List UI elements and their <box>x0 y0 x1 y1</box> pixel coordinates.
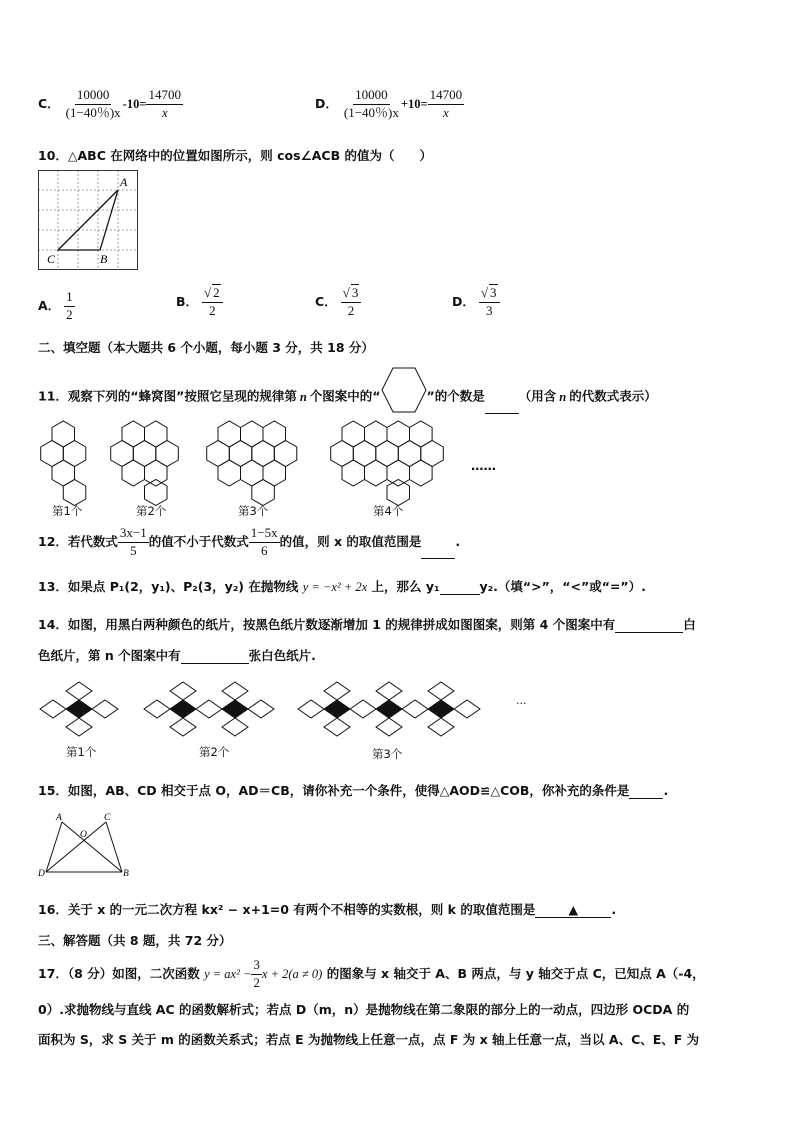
white-tile <box>248 700 274 718</box>
honeycomb-cell <box>133 441 156 467</box>
white-tile <box>350 700 376 718</box>
q9-d-rhs: $\frac{14700}{x}$ <box>429 87 463 120</box>
q12-stem: 12．若代数式 $\frac{3x-1}{5}$ 的值不小于代数式 $\frac{1-5x}{6}$ 的值，则 x 的取值范围是 . <box>38 525 461 558</box>
white-tile <box>222 682 248 700</box>
black-tile <box>376 700 402 718</box>
segment-cb <box>106 822 122 872</box>
honeycomb-cell <box>156 441 179 467</box>
q13-stem: 13．如果点 P₁(2，y₁)、P₂(3，y₂) 在抛物线 y = −x² + 2x 上，那么 y₁ y₂.（填“>”，“<”或“=”）. <box>38 579 646 594</box>
q14-line-2: 色纸片，第 n 个图案中有 张白色纸片. <box>38 648 316 663</box>
honeycomb-cell <box>229 441 252 467</box>
white-tile <box>40 700 66 718</box>
q11-honeycomb-figures <box>30 420 510 520</box>
honeycomb-cell <box>241 421 264 447</box>
q14-caption-3: 第3个 <box>372 747 403 761</box>
segment-cd <box>46 822 106 872</box>
q14-answer-blank-1[interactable] <box>615 632 683 633</box>
white-tile <box>324 682 350 700</box>
white-tile <box>402 700 428 718</box>
point-a-label: A <box>56 813 62 823</box>
q9-option-c: C． $\frac{10000}{(1-40\%)x}$ -10= $\frac{14700}{x}$ <box>38 87 181 120</box>
honeycomb-cell <box>263 421 286 447</box>
segment-ad <box>46 822 62 872</box>
honeycomb-cell <box>398 441 421 467</box>
q11-caption-3: 第3个 <box>238 504 269 518</box>
q13-answer-blank[interactable] <box>440 594 480 595</box>
honeycomb-cell <box>274 441 297 467</box>
honeycomb-cell <box>218 460 241 486</box>
q16-stem: 16．关于 x 的一元二次方程 kx² − x+1=0 有两个不相等的实数根，则 k 的取值范围是 ▲ . <box>38 902 617 917</box>
white-tile <box>170 682 196 700</box>
section-3-heading: 三、解答题（共 8 题，共 72 分） <box>38 933 232 948</box>
q15-stem: 15．如图，AB、CD 相交于点 O，AD＝CB，请你补充一个条件，使得△AOD≌△COB，你补充的条件是 . <box>38 783 669 798</box>
q11-answer-blank[interactable] <box>485 413 519 414</box>
q9-d-label: D． <box>315 95 338 111</box>
white-tile <box>376 718 402 736</box>
q9-c-fraction: $\frac{10000}{(1-40\%)x}$ <box>65 87 121 120</box>
white-tile <box>170 718 196 736</box>
triangle-abc <box>58 190 118 250</box>
honeycomb-cell <box>145 480 168 506</box>
honeycomb-cell <box>387 480 410 506</box>
point-d-label: D <box>38 869 45 879</box>
segment-ab <box>62 822 122 872</box>
q11-ellipsis: …… <box>471 458 496 473</box>
q9-c-label: C． <box>38 95 60 111</box>
honeycomb-cell <box>145 421 168 447</box>
honeycomb-cell <box>252 480 274 506</box>
q14-ellipsis: ··· <box>516 697 527 710</box>
honeycomb-cell <box>387 421 410 447</box>
section-2-heading: 二、填空题（本大题共 6 个小题，每小题 3 分，共 18 分） <box>38 340 374 355</box>
q14-tile-figures <box>38 676 518 742</box>
q15-figure <box>36 808 132 880</box>
q17-line-3: 面积为 S，求 S 关于 m 的函数关系式；若点 E 为抛物线上任意一点，点 F 为 x 轴上任意一点，当以 A、C、E、F 为 <box>38 1032 700 1047</box>
hexagon-icon <box>381 366 427 414</box>
white-tile <box>298 700 324 718</box>
q10-option-a: A． $\frac{1}{2}$ <box>38 289 73 322</box>
q10-option-d: D． $\frac{√ 3}{3}$ <box>452 286 500 319</box>
white-tile <box>66 718 92 736</box>
white-tile <box>324 718 350 736</box>
honeycomb-cell <box>376 441 399 467</box>
white-tile <box>196 700 222 718</box>
q10-stem: 10．△ABC 在网络中的位置如图所示，则 cos∠ACB 的值为（ ） <box>38 148 432 163</box>
q14-caption-1: 第1个 <box>66 745 97 759</box>
q9-option-d: D． $\frac{10000}{(1-40\%)x}$ +10= $\frac{14700}{x}$ <box>315 87 463 120</box>
white-tile <box>376 682 402 700</box>
black-tile <box>66 700 92 718</box>
q11-caption-4: 第4个 <box>373 504 404 518</box>
honeycomb-cell <box>365 460 388 486</box>
point-c-label: C <box>104 813 111 823</box>
q11-caption-1: 第1个 <box>52 504 83 518</box>
white-tile <box>92 700 118 718</box>
q11-stem: 11．观察下列的“蜂窝图”按照它呈现的规律第 n 个图案中的“ ”的个数是 （用含 n 的代数式表示） <box>38 380 657 414</box>
white-tile <box>428 718 454 736</box>
black-tile <box>170 700 196 718</box>
q12-answer-blank[interactable] <box>421 558 455 559</box>
q17-line-2: 0）.求抛物线与直线 AC 的函数解析式；若点 D（m，n）是抛物线在第二象限的部分上的一动点，四边形 OCDA 的 <box>38 1002 690 1017</box>
q14-line-1: 14．如图，用黑白两种颜色的纸片，按黑色纸片数逐渐增加 1 的规律拼成如图图案，则第 4 个图案中有 白 <box>38 617 696 632</box>
honeycomb-cell <box>387 460 410 486</box>
honeycomb-cell <box>63 441 86 467</box>
honeycomb-cell <box>263 460 286 486</box>
white-tile <box>428 682 454 700</box>
honeycomb-cell <box>342 460 365 486</box>
q10-option-c: C． $\frac{√ 3}{2}$ <box>315 286 361 319</box>
q14-answer-blank-2[interactable] <box>181 663 249 664</box>
honeycomb-cell <box>145 460 168 486</box>
honeycomb-cell <box>218 421 241 447</box>
honeycomb-cell <box>252 441 274 467</box>
q16-answer-blank[interactable]: ▲ <box>535 902 611 918</box>
honeycomb-cell <box>421 441 444 467</box>
honeycomb-cell <box>410 460 433 486</box>
honeycomb-cell <box>241 460 264 486</box>
black-tile <box>222 700 248 718</box>
q17-line-1: 17．（8 分）如图，二次函数 y = ax² − $\frac{3}{2}$ x + 2(a ≠ 0) 的图象与 x 轴交于 A、B 两点，与 y 轴交于点 C，已知点 A（-4， <box>38 957 705 990</box>
q10-grid-figure <box>38 170 138 270</box>
honeycomb-cell <box>122 421 145 447</box>
label-b: B <box>100 252 108 266</box>
point-o-label: O <box>80 830 87 840</box>
point-b-label: B <box>123 869 129 879</box>
white-tile <box>222 718 248 736</box>
honeycomb-cell <box>122 460 145 486</box>
honeycomb-cell <box>207 441 230 467</box>
white-tile <box>454 700 480 718</box>
q9-d-fraction: $\frac{10000}{(1-40\%)x}$ <box>343 87 399 120</box>
label-a: A <box>120 175 128 189</box>
black-tile <box>324 700 350 718</box>
honeycomb-cell <box>41 441 64 467</box>
white-tile <box>144 700 170 718</box>
q10-option-b: B． $\frac{√ 2}{2}$ <box>176 286 223 319</box>
q9-c-rhs: $\frac{14700}{x}$ <box>148 87 181 120</box>
label-c: C <box>47 252 56 266</box>
honeycomb-cell <box>63 480 86 506</box>
honeycomb-cell <box>331 441 354 467</box>
black-tile <box>428 700 454 718</box>
honeycomb-cell <box>52 421 75 447</box>
honeycomb-cell <box>342 421 365 447</box>
honeycomb-cell <box>365 421 388 447</box>
honeycomb-cell <box>353 441 376 467</box>
honeycomb-cell <box>52 460 75 486</box>
q11-caption-2: 第2个 <box>136 504 167 518</box>
q15-answer-blank[interactable] <box>629 798 663 799</box>
honeycomb-cell <box>410 421 433 447</box>
honeycomb-cell <box>111 441 134 467</box>
white-tile <box>66 682 92 700</box>
q14-caption-2: 第2个 <box>199 745 230 759</box>
